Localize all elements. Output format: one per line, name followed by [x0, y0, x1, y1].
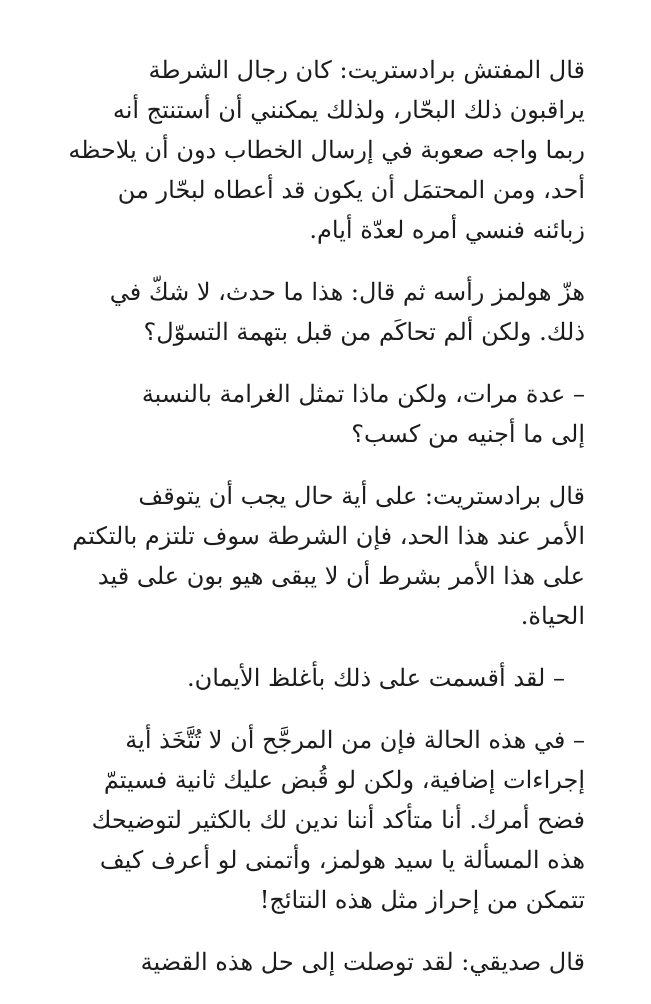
- text-line: ذلك. ولكن ألم تحاكَم من قبل بتهمة التسوّل؟: [143, 318, 585, 346]
- page-text: [62, 50, 621, 1004]
- text-line: إجراءات إضافية، ولكن لو قُبض عليك ثانية فسيتمّ: [103, 766, 585, 794]
- text-line: هزّ هولمز رأسه ثم قال: هذا ما حدث، لا شكّ في: [109, 278, 585, 306]
- text-line: الحياة.: [520, 602, 585, 630]
- text-line: زبائنه فنسي أمره لعدّة أيام.: [309, 216, 585, 244]
- paragraph-oath: [62, 658, 621, 698]
- text-line: قال برادستريت: على أية حال يجب أن يتوقف: [138, 482, 585, 510]
- text-line: – في هذه الحالة فإن من المرجَّح أن لا تُتَّخَذ أية: [125, 726, 585, 754]
- text-line: إلى ما أجنيه من كسب؟: [351, 420, 585, 448]
- text-line: الأمر عند هذا الحد، فإن الشرطة سوف تلتزم بالتكتم: [72, 522, 585, 550]
- paragraph-friend-said: [62, 942, 621, 982]
- paragraph-holmes-question: [62, 272, 621, 352]
- text-line: – عدة مرات، ولكن ماذا تمثل الغرامة بالنسبة: [141, 380, 585, 408]
- text-line: على هذا الأمر بشرط أن لا يبقى هيو بون على قيد: [97, 562, 585, 590]
- text-line: يراقبون ذلك البحّار، ولذلك يمكنني أن أستنتج أنه: [112, 96, 585, 124]
- text-line: تتمكن من إحراز مثل هذه النتائج!: [259, 886, 585, 914]
- paragraph-reply-fines: [62, 374, 621, 454]
- text-line: – لقد أقسمت على ذلك بأغلظ الأيمان.: [186, 664, 565, 692]
- text-line: قال صديقي: لقد توصلت إلى حل هذه القضية: [140, 948, 585, 976]
- text-line: ربما واجه صعوبة في إرسال الخطاب دون أن يلاحظه: [68, 136, 585, 164]
- text-line: أحد، ومن المحتمَل أن يكون قد أعطاه لبحّار من: [117, 176, 585, 204]
- paragraph-inspector-statement: [62, 50, 621, 250]
- text-line: هذه المسألة يا سيد هولمز، وأتمنى لو أعرف كيف: [99, 846, 585, 874]
- paragraph-no-further-action: [62, 720, 621, 920]
- paragraph-bradstreet-condition: [62, 476, 621, 636]
- text-line: قال المفتش برادستريت: كان رجال الشرطة: [148, 56, 585, 84]
- text-line: فضح أمرك. أنا متأكد أننا ندين لك بالكثير لتوضيحك: [91, 806, 585, 834]
